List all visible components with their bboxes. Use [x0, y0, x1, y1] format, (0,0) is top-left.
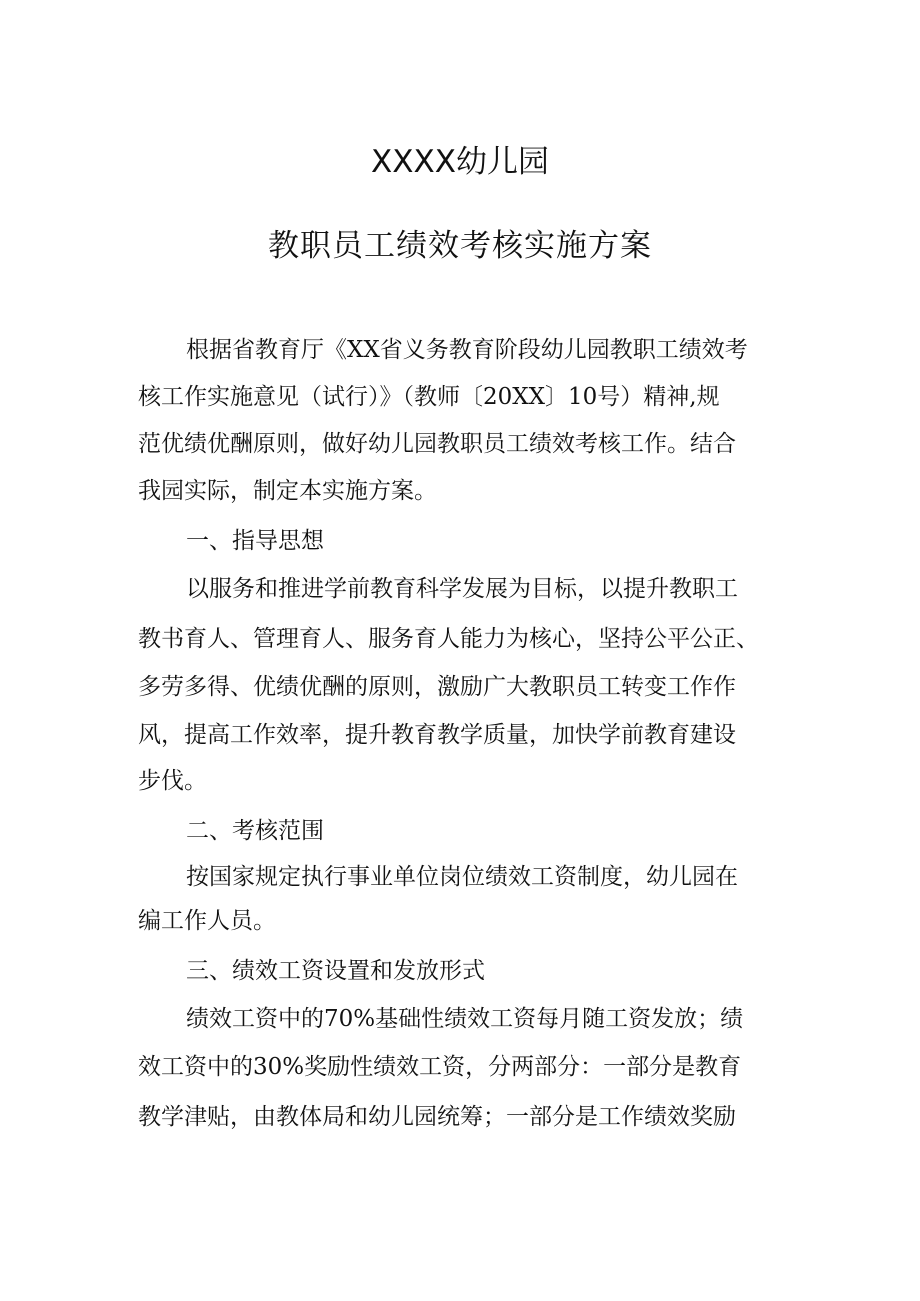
section-heading-salary: 三、绩效工资设置和发放形式 [186, 958, 485, 984]
paragraph-intro-line: 根据省教育厅《XX省义务教育阶段幼儿园教职工绩效考 [186, 337, 748, 363]
paragraph-guiding-line: 以服务和推进学前教育科学发展为目标，以提升教职工 [186, 576, 738, 602]
paragraph-salary-line: 绩效工资中的70%基础性绩效工资每月随工资发放；绩 [186, 1006, 744, 1032]
paragraph-salary-line: 教学津贴，由教体局和幼儿园统筹；一部分是工作绩效奖励 [138, 1104, 736, 1130]
paragraph-guiding-line: 教书育人、管理育人、服务育人能力为核心，坚持公平公正、 [138, 626, 759, 652]
document-title-org: XXXX幼儿园 [371, 144, 549, 180]
paragraph-intro-line: 我园实际，制定本实施方案。 [138, 478, 437, 504]
section-heading-scope: 二、考核范围 [186, 818, 324, 844]
paragraph-salary-line: 效工资中的30%奖励性绩效工资，分两部分：一部分是教育 [138, 1054, 742, 1080]
paragraph-intro-line: 核工作实施意见（试行）》（教师〔20XX〕10号）精神,规 [138, 384, 720, 410]
paragraph-intro-line: 范优绩优酬原则，做好幼儿园教职员工绩效考核工作。结合 [138, 431, 736, 457]
paragraph-guiding-line: 风，提高工作效率，提升教育教学质量，加快学前教育建设 [138, 722, 736, 748]
paragraph-scope-line: 按国家规定执行事业单位岗位绩效工资制度，幼儿园在 [186, 864, 738, 890]
paragraph-guiding-line: 步伐。 [138, 768, 207, 794]
section-heading-guiding-thought: 一、指导思想 [186, 528, 324, 554]
paragraph-scope-line: 编工作人员。 [138, 908, 276, 934]
paragraph-guiding-line: 多劳多得、优绩优酬的原则，激励广大教职员工转变工作作 [138, 674, 736, 700]
document-title-main: 教职员工绩效考核实施方案 [268, 228, 652, 264]
